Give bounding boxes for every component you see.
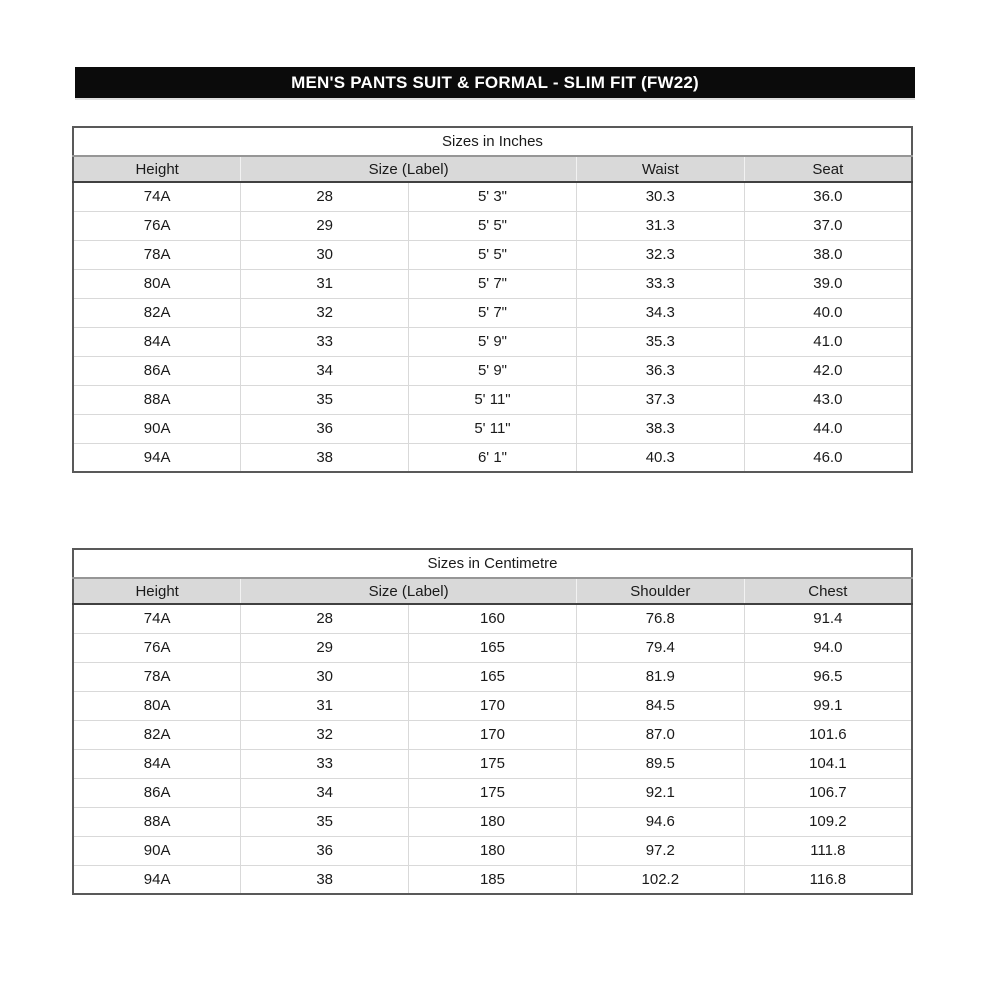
table-row: [73, 807, 912, 836]
table-row: [73, 720, 912, 749]
table-cell: 74A: [73, 604, 241, 633]
table-cell: 109.2: [744, 807, 912, 836]
table-cell: 30: [241, 240, 409, 269]
table-cell: 116.8: [744, 865, 912, 894]
table-cell: 35: [241, 807, 409, 836]
table-cell: 38: [241, 443, 409, 472]
table-cell: 79.4: [576, 633, 744, 662]
column-header-waist: Waist: [576, 156, 744, 182]
table-row: [73, 385, 912, 414]
title-bar: [75, 67, 915, 98]
table-cell: 180: [409, 807, 577, 836]
table-cell: 40.3: [576, 443, 744, 472]
table-row: [73, 691, 912, 720]
table-caption-row: [73, 127, 912, 156]
table-cell: 175: [409, 778, 577, 807]
table-cell: 44.0: [744, 414, 912, 443]
table-cell: 82A: [73, 720, 241, 749]
table-cell: 6' 1": [409, 443, 577, 472]
table-cell: 5' 7": [409, 269, 577, 298]
table-cell: 32.3: [576, 240, 744, 269]
table-cell: 32: [241, 720, 409, 749]
table-cell: 38.0: [744, 240, 912, 269]
table-header-row: [73, 156, 912, 182]
table-cell: 185: [409, 865, 577, 894]
centimetre-table: [72, 548, 913, 895]
table-cell: 170: [409, 720, 577, 749]
table-row: [73, 749, 912, 778]
table-cell: 29: [241, 211, 409, 240]
table-cell: 180: [409, 836, 577, 865]
table-cell: 46.0: [744, 443, 912, 472]
table-cell: 106.7: [744, 778, 912, 807]
table-cell: 35.3: [576, 327, 744, 356]
table-cell: 31.3: [576, 211, 744, 240]
table-cell: 5' 11": [409, 414, 577, 443]
table-cell: 97.2: [576, 836, 744, 865]
table-cell: 86A: [73, 356, 241, 385]
table-cell: 38.3: [576, 414, 744, 443]
inches-table-section: [72, 126, 913, 473]
table-row: [73, 211, 912, 240]
table-cell: 42.0: [744, 356, 912, 385]
table-row: [73, 356, 912, 385]
table-cell: 28: [241, 604, 409, 633]
table-cell: 5' 9": [409, 327, 577, 356]
table-cell: 94A: [73, 865, 241, 894]
table-cell: 76.8: [576, 604, 744, 633]
table-cell: 33: [241, 327, 409, 356]
table-cell: 78A: [73, 240, 241, 269]
table-cell: 76A: [73, 211, 241, 240]
table-title: Sizes in Centimetre: [73, 549, 912, 578]
table-cell: 34: [241, 356, 409, 385]
table-row: [73, 443, 912, 472]
table-title: Sizes in Inches: [73, 127, 912, 156]
table-cell: 82A: [73, 298, 241, 327]
column-header-seat: Seat: [744, 156, 912, 182]
table-cell: 43.0: [744, 385, 912, 414]
table-cell: 74A: [73, 182, 241, 211]
table-cell: 37.3: [576, 385, 744, 414]
table-cell: 165: [409, 633, 577, 662]
table-row: [73, 633, 912, 662]
table-cell: 88A: [73, 807, 241, 836]
column-header-size-label: Size (Label): [241, 578, 577, 604]
table-row: [73, 269, 912, 298]
table-cell: 29: [241, 633, 409, 662]
table-cell: 84A: [73, 749, 241, 778]
table-cell: 87.0: [576, 720, 744, 749]
table-cell: 5' 11": [409, 385, 577, 414]
table-cell: 94A: [73, 443, 241, 472]
table-row: [73, 836, 912, 865]
table-cell: 38: [241, 865, 409, 894]
table-cell: 101.6: [744, 720, 912, 749]
table-cell: 33: [241, 749, 409, 778]
table-caption-row: [73, 549, 912, 578]
table-cell: 165: [409, 662, 577, 691]
table-cell: 36.3: [576, 356, 744, 385]
centimetre-table-body: [73, 604, 912, 894]
table-cell: 30: [241, 662, 409, 691]
table-cell: 160: [409, 604, 577, 633]
table-cell: 31: [241, 269, 409, 298]
table-cell: 84A: [73, 327, 241, 356]
table-cell: 39.0: [744, 269, 912, 298]
table-row: [73, 298, 912, 327]
table-cell: 37.0: [744, 211, 912, 240]
inches-table: [72, 126, 913, 473]
table-cell: 102.2: [576, 865, 744, 894]
table-cell: 86A: [73, 778, 241, 807]
table-row: [73, 182, 912, 211]
table-cell: 104.1: [744, 749, 912, 778]
table-cell: 33.3: [576, 269, 744, 298]
table-cell: 94.0: [744, 633, 912, 662]
table-cell: 28: [241, 182, 409, 211]
table-cell: 32: [241, 298, 409, 327]
table-cell: 175: [409, 749, 577, 778]
table-cell: 5' 5": [409, 240, 577, 269]
table-cell: 5' 3": [409, 182, 577, 211]
table-cell: 81.9: [576, 662, 744, 691]
table-cell: 31: [241, 691, 409, 720]
table-cell: 40.0: [744, 298, 912, 327]
table-cell: 5' 5": [409, 211, 577, 240]
centimetre-table-section: [72, 548, 913, 895]
table-cell: 34: [241, 778, 409, 807]
table-cell: 41.0: [744, 327, 912, 356]
table-cell: 89.5: [576, 749, 744, 778]
table-row: [73, 414, 912, 443]
table-cell: 90A: [73, 414, 241, 443]
table-cell: 34.3: [576, 298, 744, 327]
table-cell: 80A: [73, 269, 241, 298]
table-cell: 5' 7": [409, 298, 577, 327]
table-row: [73, 604, 912, 633]
table-cell: 76A: [73, 633, 241, 662]
inches-table-body: [73, 182, 912, 472]
table-cell: 90A: [73, 836, 241, 865]
table-header-row: [73, 578, 912, 604]
page-title: MEN'S PANTS SUIT & FORMAL - SLIM FIT (FW22): [291, 72, 699, 92]
table-row: [73, 327, 912, 356]
column-header-size-label: Size (Label): [241, 156, 577, 182]
table-cell: 96.5: [744, 662, 912, 691]
table-cell: 5' 9": [409, 356, 577, 385]
table-row: [73, 240, 912, 269]
column-header-height: Height: [73, 578, 241, 604]
table-cell: 170: [409, 691, 577, 720]
column-header-chest: Chest: [744, 578, 912, 604]
column-header-shoulder: Shoulder: [576, 578, 744, 604]
table-cell: 99.1: [744, 691, 912, 720]
table-cell: 94.6: [576, 807, 744, 836]
table-cell: 88A: [73, 385, 241, 414]
table-cell: 91.4: [744, 604, 912, 633]
table-cell: 36: [241, 414, 409, 443]
table-cell: 78A: [73, 662, 241, 691]
column-header-height: Height: [73, 156, 241, 182]
table-row: [73, 662, 912, 691]
table-cell: 111.8: [744, 836, 912, 865]
table-cell: 35: [241, 385, 409, 414]
table-cell: 30.3: [576, 182, 744, 211]
table-cell: 80A: [73, 691, 241, 720]
table-row: [73, 865, 912, 894]
table-cell: 84.5: [576, 691, 744, 720]
table-cell: 36: [241, 836, 409, 865]
table-row: [73, 778, 912, 807]
table-cell: 36.0: [744, 182, 912, 211]
table-cell: 92.1: [576, 778, 744, 807]
